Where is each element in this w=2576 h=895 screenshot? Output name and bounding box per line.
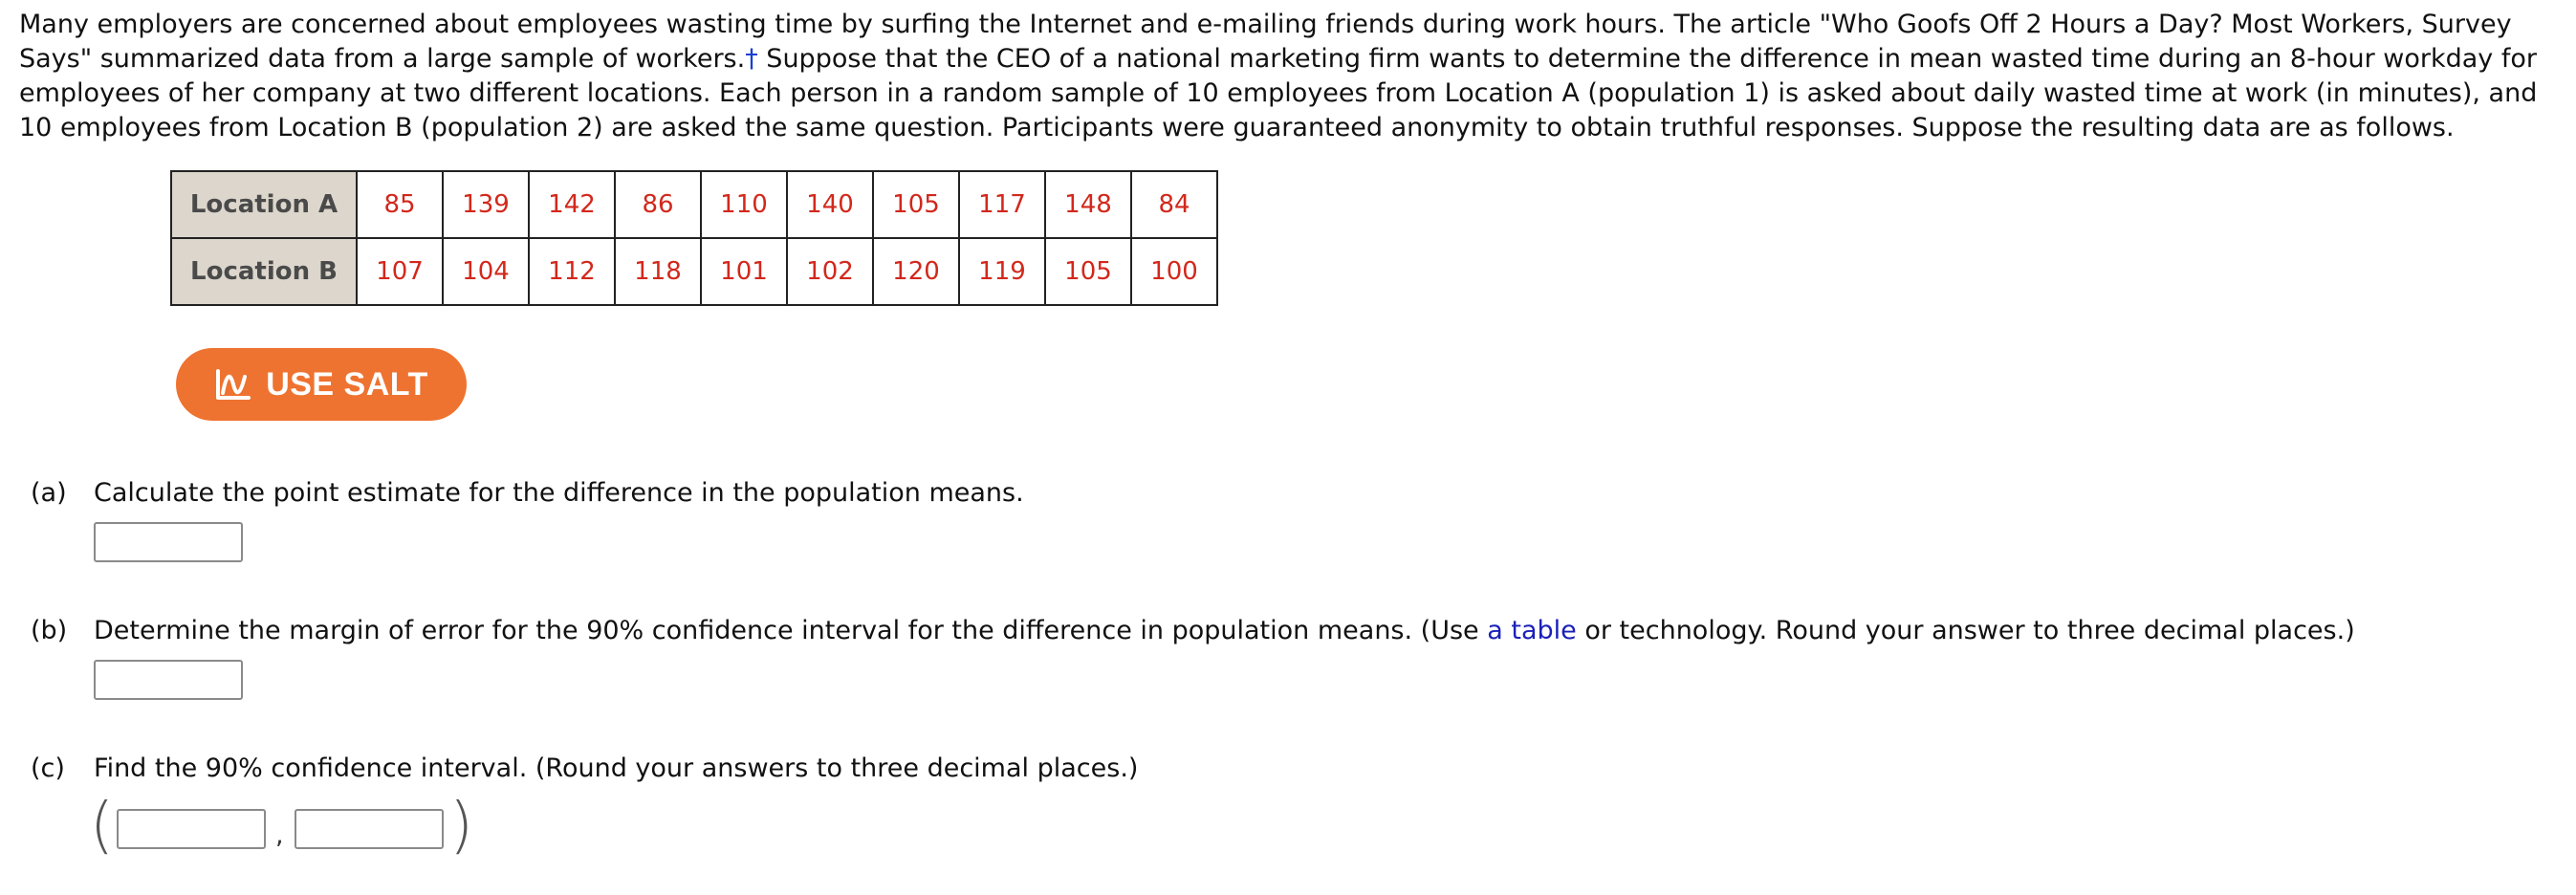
use-salt-button[interactable] bbox=[176, 348, 467, 421]
footnote-dagger-link[interactable]: † bbox=[745, 44, 758, 74]
question-b-text-continued: or technology. Round your answer to three decimal places.) bbox=[1576, 616, 2355, 645]
table-cell: 148 bbox=[1045, 171, 1131, 238]
salt-chart-icon bbox=[214, 367, 252, 402]
table-cell: 105 bbox=[873, 171, 959, 238]
table-cell: 105 bbox=[1045, 238, 1131, 305]
close-paren: ) bbox=[449, 791, 473, 862]
table-cell: 101 bbox=[701, 238, 787, 305]
question-c bbox=[31, 752, 1138, 786]
table-cell: 112 bbox=[529, 238, 615, 305]
table-link[interactable]: a table bbox=[1487, 616, 1577, 645]
table-cell: 86 bbox=[615, 171, 701, 238]
table-cell: 84 bbox=[1131, 171, 1217, 238]
data-table-body bbox=[171, 171, 1217, 305]
table-cell: 139 bbox=[443, 171, 529, 238]
table-row bbox=[171, 238, 1217, 305]
interval-comma: , bbox=[275, 820, 284, 850]
table-cell: 142 bbox=[529, 171, 615, 238]
intro-text-continued: Suppose that the CEO of a national marketing firm wants to determine the difference in mean wasted time during an 8-hour workday for employees of her company at two different locations. Each person in a random sample of 10 employees from Location A (population 1) is asked about daily wasted time at work (in minutes), and 10 employees from Location B (population 2) are asked the same question. Participants were guaranteed anonymity to obtain truthful responses. Suppose the resulting data are as follows. bbox=[19, 44, 2538, 142]
table-cell: 107 bbox=[357, 238, 443, 305]
data-table bbox=[170, 170, 1218, 306]
question-b-label: (b) bbox=[31, 616, 68, 645]
question-a bbox=[31, 476, 1024, 511]
use-salt-label: USE SALT bbox=[266, 365, 428, 403]
row-label: Location A bbox=[171, 171, 357, 238]
answer-a-input[interactable] bbox=[94, 522, 243, 562]
table-cell: 117 bbox=[959, 171, 1045, 238]
table-cell: 120 bbox=[873, 238, 959, 305]
table-row bbox=[171, 171, 1217, 238]
table-cell: 118 bbox=[615, 238, 701, 305]
problem-intro bbox=[19, 8, 2563, 145]
answer-b-input[interactable] bbox=[94, 660, 243, 700]
intro-text: Many employers are concerned about employees wasting time by surfing the Internet and e-mailing friends during work hours. The article "Who Goofs Off 2 Hours a Day? Most Workers, Survey Says" summarized data from a large sample of workers. bbox=[19, 10, 2512, 74]
table-cell: 119 bbox=[959, 238, 1045, 305]
interval-upper-input[interactable] bbox=[295, 809, 444, 849]
table-cell: 140 bbox=[787, 171, 873, 238]
table-cell: 110 bbox=[701, 171, 787, 238]
question-c-label: (c) bbox=[31, 753, 65, 783]
table-cell: 104 bbox=[443, 238, 529, 305]
table-cell: 85 bbox=[357, 171, 443, 238]
question-a-text: Calculate the point estimate for the difference in the population means. bbox=[94, 478, 1024, 508]
table-cell: 102 bbox=[787, 238, 873, 305]
open-paren: ( bbox=[90, 791, 114, 862]
question-c-text: Find the 90% confidence interval. (Round your answers to three decimal places.) bbox=[94, 753, 1139, 783]
question-b-text: Determine the margin of error for the 90% confidence interval for the difference in population means. (Use bbox=[94, 616, 1488, 645]
table-cell: 100 bbox=[1131, 238, 1217, 305]
row-label: Location B bbox=[171, 238, 357, 305]
question-b bbox=[31, 614, 2355, 648]
question-a-label: (a) bbox=[31, 478, 67, 508]
interval-lower-input[interactable] bbox=[117, 809, 266, 849]
